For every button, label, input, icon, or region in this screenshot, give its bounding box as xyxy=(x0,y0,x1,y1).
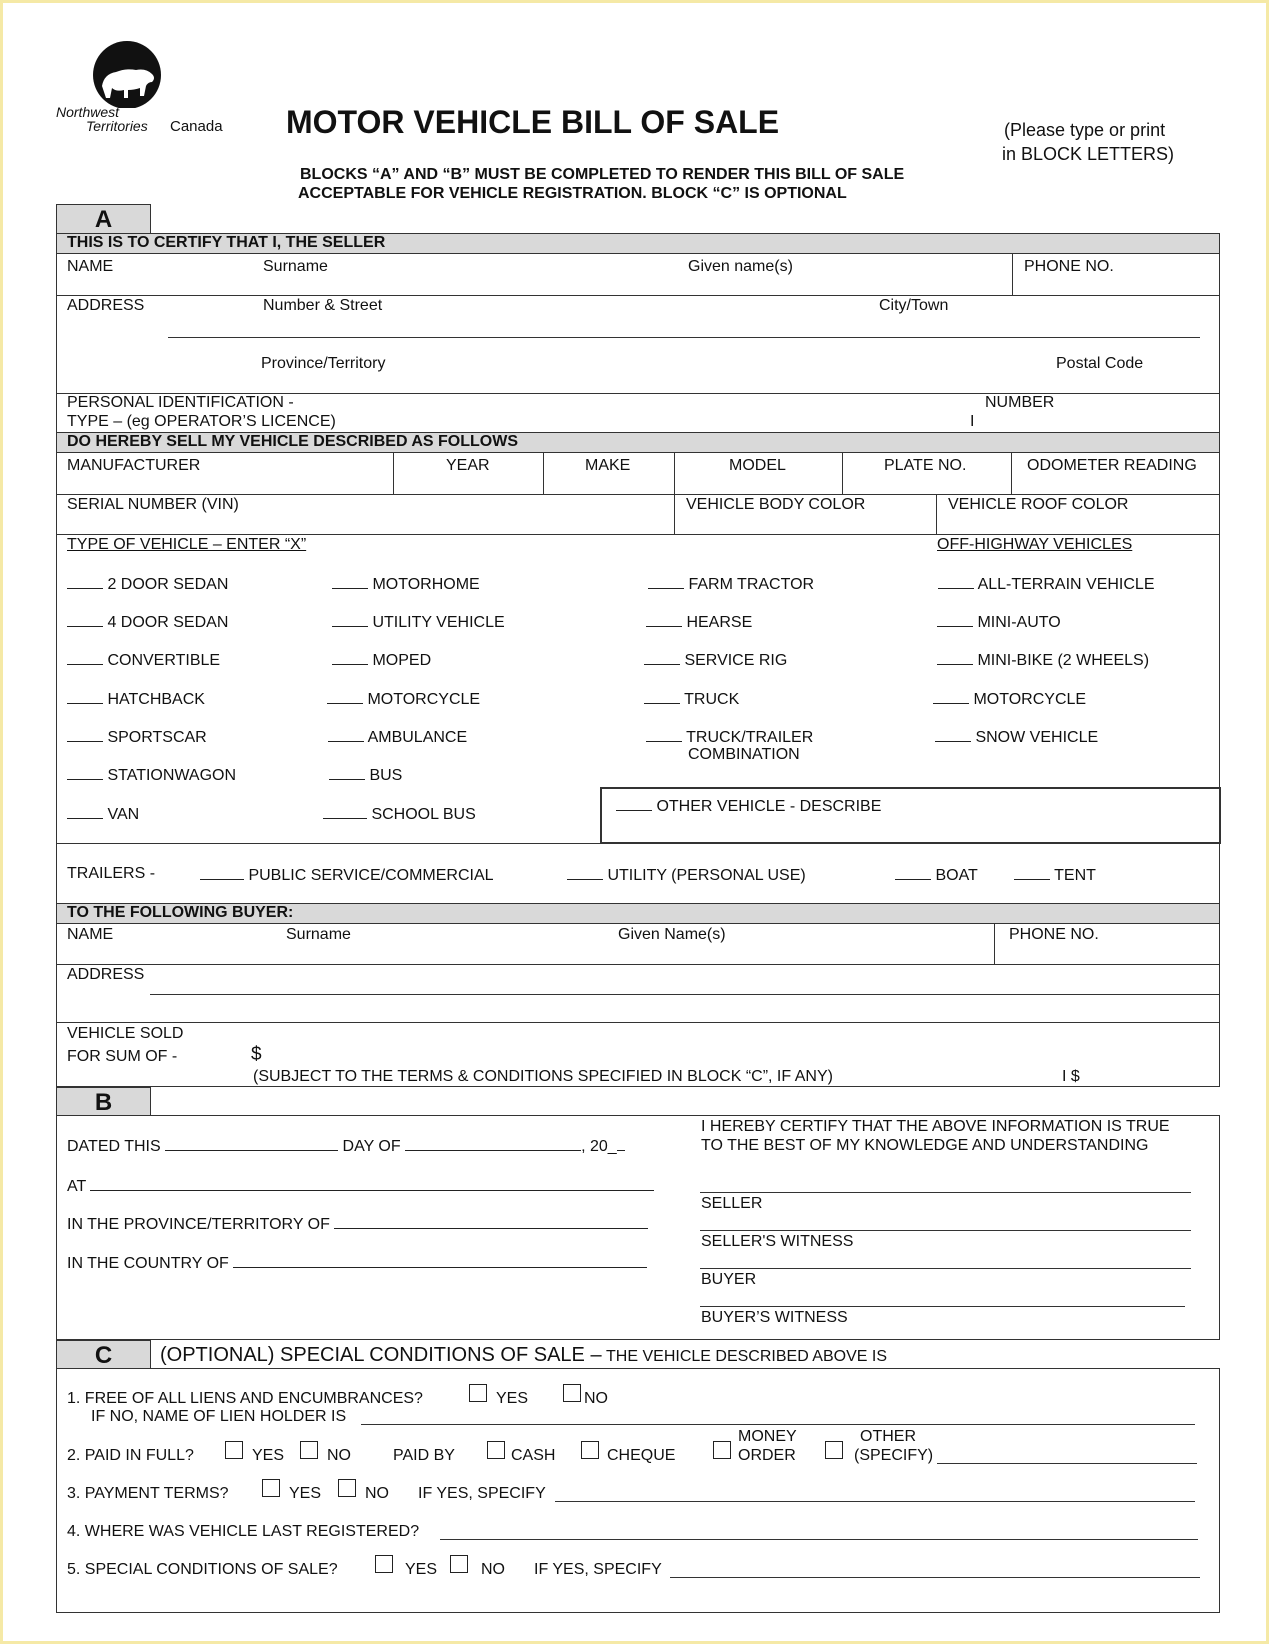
q5-yes-checkbox[interactable] xyxy=(375,1555,393,1573)
q3-specify-label: IF YES, SPECIFY xyxy=(418,1485,546,1502)
option-label: OTHER VEHICLE - DESCRIBE xyxy=(656,798,882,815)
option-label: MINI-AUTO xyxy=(977,614,1061,631)
cheque-checkbox[interactable] xyxy=(581,1441,599,1459)
seller-header-text: THIS IS TO CERTIFY THAT I, THE SELLER xyxy=(67,234,386,251)
offhighway-option[interactable] xyxy=(935,727,1098,747)
option-label-cont: COMBINATION xyxy=(688,746,800,763)
vehicle-option[interactable] xyxy=(67,727,207,747)
option-label: BUS xyxy=(369,767,403,784)
odometer-label: ODOMETER READING xyxy=(1027,457,1197,474)
option-label: TENT xyxy=(1054,867,1096,884)
buyer-surname-label: Surname xyxy=(286,926,351,943)
notice-line2: ACCEPTABLE FOR VEHICLE REGISTRATION. BLOCK “C” IS OPTIONAL xyxy=(298,185,847,202)
seller-signature-label: SELLER xyxy=(701,1195,763,1212)
option-label: TRUCK/TRAILER xyxy=(686,729,814,746)
roof-color-label: VEHICLE ROOF COLOR xyxy=(948,496,1129,513)
seller-name-label: NAME xyxy=(67,258,114,275)
buyer-address-label: ADDRESS xyxy=(67,966,145,983)
vehicle-option[interactable] xyxy=(646,612,752,632)
buyer-header-text: TO THE FOLLOWING BUYER: xyxy=(67,904,294,921)
q5-yes-label: YES xyxy=(405,1561,438,1578)
at-label: AT xyxy=(67,1178,86,1195)
option-label: SNOW VEHICLE xyxy=(975,729,1099,746)
sell-header xyxy=(57,432,1219,453)
plate-label: PLATE NO. xyxy=(884,457,967,474)
model-label: MODEL xyxy=(729,457,786,474)
trailer-option[interactable] xyxy=(567,865,806,885)
vehicle-option[interactable] xyxy=(323,804,476,824)
vehicle-option[interactable] xyxy=(644,689,739,709)
buyer-address-line[interactable] xyxy=(150,994,1220,995)
option-label: MOTORHOME xyxy=(372,576,480,593)
option-label: MOTORCYCLE xyxy=(367,691,481,708)
option-label: BOAT xyxy=(935,867,978,884)
cheque-label: CHEQUE xyxy=(607,1447,676,1464)
block-c-header-big: (OPTIONAL) SPECIAL CONDITIONS OF SALE – xyxy=(160,1344,602,1366)
logo-line1: Northwest xyxy=(56,104,120,120)
money-order-checkbox[interactable] xyxy=(713,1441,731,1459)
sold-label-line1: VEHICLE SOLD xyxy=(67,1025,184,1042)
divider xyxy=(1012,254,1013,295)
vehicle-option[interactable] xyxy=(328,727,467,747)
other-specify-line[interactable] xyxy=(937,1463,1197,1464)
q5-no-checkbox[interactable] xyxy=(450,1555,468,1573)
divider xyxy=(393,453,394,494)
seller-given-label: Given name(s) xyxy=(688,258,793,275)
seller-surname-label: Surname xyxy=(263,258,328,275)
instruction-line2: in BLOCK LETTERS) xyxy=(1002,144,1175,164)
pid-number-label: NUMBER xyxy=(985,394,1055,411)
other-vehicle-option[interactable] xyxy=(616,796,881,816)
seller-signature-line[interactable] xyxy=(700,1192,1191,1193)
block-b-tab: B xyxy=(56,1087,151,1116)
sell-header-text: DO HEREBY SELL MY VEHICLE DESCRIBED AS FOLLOWS xyxy=(67,433,519,450)
logo-country: Canada xyxy=(170,118,223,135)
option-label: UTILITY VEHICLE xyxy=(372,614,505,631)
q5-no-label: NO xyxy=(481,1561,505,1578)
seller-header xyxy=(57,234,1219,254)
q5-specify-line[interactable] xyxy=(670,1577,1200,1578)
option-label: AMBULANCE xyxy=(367,729,468,746)
q2-no-label: NO xyxy=(327,1447,351,1464)
pid-label-line1: PERSONAL IDENTIFICATION - xyxy=(67,394,294,411)
block-c-header-small: THE VEHICLE DESCRIBED ABOVE IS xyxy=(606,1348,887,1365)
country-label: IN THE COUNTRY OF xyxy=(67,1255,229,1272)
q1-yes-label: YES xyxy=(496,1390,529,1407)
buyer-witness-label: BUYER’S WITNESS xyxy=(701,1309,848,1326)
country-line[interactable] xyxy=(67,1253,647,1273)
seller-postal-label: Postal Code xyxy=(1056,355,1144,372)
sale-amount-mark: I $ xyxy=(1062,1068,1080,1085)
q3-no-label: NO xyxy=(365,1485,389,1502)
offhighway-header: OFF-HIGHWAY VEHICLES xyxy=(937,536,1133,553)
day-of-label: DAY OF xyxy=(342,1138,401,1155)
offhighway-option[interactable] xyxy=(937,612,1061,632)
vehicle-option[interactable] xyxy=(646,727,813,747)
vehicle-option[interactable] xyxy=(67,612,228,632)
q1-label: 1. FREE OF ALL LIENS AND ENCUMBRANCES? xyxy=(67,1390,423,1407)
other-line2: (SPECIFY) xyxy=(854,1447,934,1464)
q3-yes-checkbox[interactable] xyxy=(262,1479,280,1497)
divider xyxy=(57,534,1219,535)
province-line[interactable] xyxy=(67,1214,648,1234)
sold-label-line2: FOR SUM OF - xyxy=(67,1048,178,1065)
vehicle-option[interactable] xyxy=(332,650,431,670)
at-line[interactable] xyxy=(67,1176,654,1196)
vehicle-option[interactable] xyxy=(67,689,205,709)
seller-address-label: ADDRESS xyxy=(67,297,145,314)
seller-street-label: Number & Street xyxy=(263,297,383,314)
option-label: HEARSE xyxy=(686,614,753,631)
option-label: PUBLIC SERVICE/COMMERCIAL xyxy=(248,867,494,884)
q2-yes-checkbox[interactable] xyxy=(225,1441,243,1459)
option-label: MINI-BIKE (2 WHEELS) xyxy=(977,652,1150,669)
seller-city-label: City/Town xyxy=(879,297,949,314)
year-label: YEAR xyxy=(446,457,490,474)
option-label: TRUCK xyxy=(684,691,740,708)
instruction-line1: (Please type or print xyxy=(1004,120,1166,140)
certify-line1: I HEREBY CERTIFY THAT THE ABOVE INFORMATION IS TRUE xyxy=(701,1118,1170,1135)
option-label: SERVICE RIG xyxy=(684,652,788,669)
trailer-option[interactable] xyxy=(200,865,494,885)
option-label: MOPED xyxy=(372,652,432,669)
vehicle-option[interactable] xyxy=(644,650,787,670)
q1-no-checkbox[interactable] xyxy=(563,1384,581,1402)
vehicle-option[interactable] xyxy=(67,804,139,824)
vehicle-type-header: TYPE OF VEHICLE – ENTER “X” xyxy=(67,536,307,553)
dated-label: DATED THIS xyxy=(67,1138,161,1155)
option-label: UTILITY (PERSONAL USE) xyxy=(607,867,806,884)
dollar-sign: $ xyxy=(251,1044,262,1065)
option-label: STATIONWAGON xyxy=(107,767,237,784)
option-label: MOTORCYCLE xyxy=(973,691,1087,708)
offhighway-option[interactable] xyxy=(938,574,1155,594)
vehicle-option[interactable] xyxy=(332,612,505,632)
seller-address-line[interactable] xyxy=(168,337,1200,338)
other-checkbox[interactable] xyxy=(825,1441,843,1459)
vehicle-option[interactable] xyxy=(329,765,402,785)
buyer-given-label: Given Name(s) xyxy=(618,926,726,943)
q3-yes-label: YES xyxy=(289,1485,322,1502)
vehicle-option[interactable] xyxy=(67,765,236,785)
vehicle-option[interactable] xyxy=(67,650,220,670)
other-line1: OTHER xyxy=(860,1428,916,1445)
vehicle-option[interactable] xyxy=(327,689,480,709)
q5-label: 5. SPECIAL CONDITIONS OF SALE? xyxy=(67,1561,338,1578)
make-label: MAKE xyxy=(585,457,631,474)
q4-label: 4. WHERE WAS VEHICLE LAST REGISTERED? xyxy=(67,1523,420,1540)
province-label: IN THE PROVINCE/TERRITORY OF xyxy=(67,1216,330,1233)
buyer-phone-label: PHONE NO. xyxy=(1009,926,1099,943)
lien-holder-label: IF NO, NAME OF LIEN HOLDER IS xyxy=(91,1408,347,1425)
certify-line2: TO THE BEST OF MY KNOWLEDGE AND UNDERSTANDING xyxy=(701,1137,1149,1154)
q5-specify-label: IF YES, SPECIFY xyxy=(534,1561,662,1578)
money-order-line2: ORDER xyxy=(738,1447,796,1464)
divider xyxy=(57,494,1219,495)
block-c-header xyxy=(160,1344,887,1367)
buyer-name-label: NAME xyxy=(67,926,114,943)
q2-no-checkbox[interactable] xyxy=(300,1441,318,1459)
money-order-line1: MONEY xyxy=(738,1428,797,1445)
divider xyxy=(1011,453,1012,494)
q3-no-checkbox[interactable] xyxy=(338,1479,356,1497)
offhighway-option[interactable] xyxy=(937,650,1149,670)
body-color-label: VEHICLE BODY COLOR xyxy=(686,496,866,513)
manufacturer-label: MANUFACTURER xyxy=(67,457,201,474)
seller-witness-label: SELLER'S WITNESS xyxy=(701,1233,854,1250)
block-a-tab: A xyxy=(56,204,151,234)
vehicle-option[interactable] xyxy=(67,574,228,594)
q2-label: 2. PAID IN FULL? xyxy=(67,1447,194,1464)
serial-label: SERIAL NUMBER (VIN) xyxy=(67,496,239,513)
option-label: FARM TRACTOR xyxy=(688,576,815,593)
pid-mark: I xyxy=(970,413,975,430)
q3-specify-line[interactable] xyxy=(555,1501,1195,1502)
buyer-signature-line[interactable] xyxy=(700,1268,1191,1269)
cash-checkbox[interactable] xyxy=(487,1441,505,1459)
seller-phone-label: PHONE NO. xyxy=(1024,258,1114,275)
buyer-header xyxy=(57,903,1219,924)
buyer-signature-label: BUYER xyxy=(701,1271,757,1288)
divider xyxy=(57,964,1219,965)
q3-label: 3. PAYMENT TERMS? xyxy=(67,1485,229,1502)
option-label: ALL-TERRAIN VEHICLE xyxy=(977,576,1155,593)
paid-by-label: PAID BY xyxy=(393,1447,455,1464)
option-label: CONVERTIBLE xyxy=(107,652,221,669)
lien-holder-line[interactable] xyxy=(361,1424,1195,1425)
polar-bear-icon xyxy=(82,38,172,108)
divider xyxy=(57,1022,1219,1023)
divider xyxy=(994,923,995,964)
q2-yes-label: YES xyxy=(252,1447,285,1464)
block-c-tab: C xyxy=(56,1340,151,1369)
trailer-option[interactable] xyxy=(1014,865,1096,885)
pid-label-line2: TYPE – (eg OPERATOR’S LICENCE) xyxy=(67,413,336,430)
divider xyxy=(57,295,1219,296)
seller-province-label: Province/Territory xyxy=(261,355,386,372)
option-label: 2 DOOR SEDAN xyxy=(107,576,229,593)
nwt-logo xyxy=(56,38,226,138)
offhighway-option[interactable] xyxy=(933,689,1086,709)
q4-line[interactable] xyxy=(440,1539,1198,1540)
option-label: 4 DOOR SEDAN xyxy=(107,614,229,631)
trailers-label: TRAILERS - xyxy=(67,865,156,882)
vehicle-option[interactable] xyxy=(332,574,480,594)
trailer-option[interactable] xyxy=(895,865,978,885)
seller-witness-line[interactable] xyxy=(700,1230,1191,1231)
option-label: SCHOOL BUS xyxy=(371,806,476,823)
year-prefix: , 20_ xyxy=(581,1138,617,1155)
notice-line1: BLOCKS “A” AND “B” MUST BE COMPLETED TO RENDER THIS BILL OF SALE xyxy=(300,166,905,183)
cash-label: CASH xyxy=(511,1447,556,1464)
option-label: HATCHBACK xyxy=(107,691,205,708)
divider xyxy=(842,453,843,494)
divider xyxy=(57,843,601,844)
divider xyxy=(543,453,544,494)
buyer-witness-line[interactable] xyxy=(700,1306,1185,1307)
divider xyxy=(936,494,937,534)
dated-line[interactable] xyxy=(67,1136,625,1156)
q1-yes-checkbox[interactable] xyxy=(469,1384,487,1402)
form-title: MOTOR VEHICLE BILL OF SALE xyxy=(286,104,780,140)
logo-line2: Territories xyxy=(86,118,148,134)
option-label: SPORTSCAR xyxy=(107,729,207,746)
vehicle-option[interactable] xyxy=(648,574,814,594)
option-label: VAN xyxy=(107,806,140,823)
subject-note: (SUBJECT TO THE TERMS & CONDITIONS SPECIFIED IN BLOCK “C”, IF ANY) xyxy=(253,1068,833,1085)
q1-no-label: NO xyxy=(584,1390,608,1407)
